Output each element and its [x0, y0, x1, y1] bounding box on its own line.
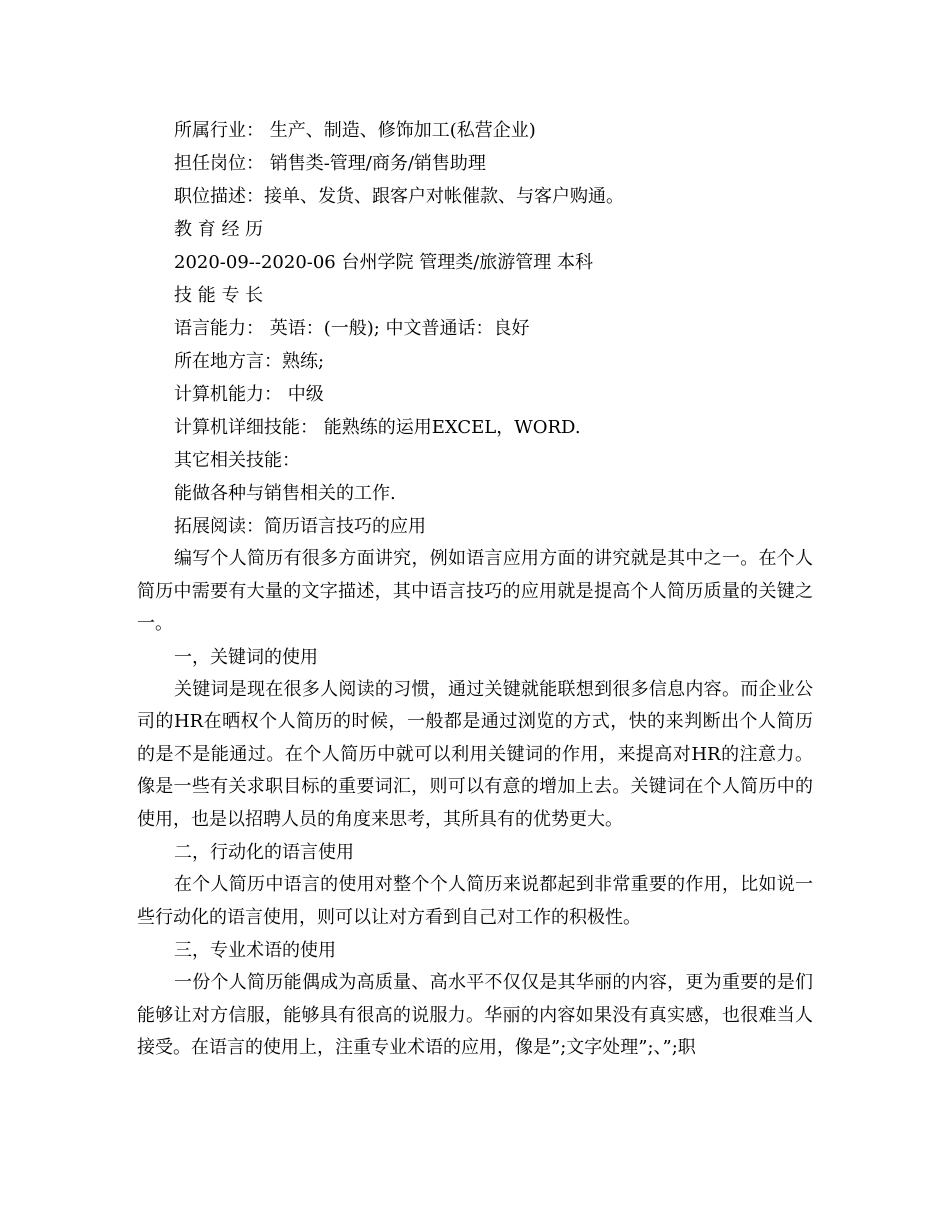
duties-line: 职位描述：接单、发货、跟客户对帐催款、与客户购通。 [174, 186, 624, 207]
section-1-title: 一，关键词的使用 [174, 646, 318, 668]
article-intro-paragraph: 编写个人简历有很多方面讲究，例如语言应用方面的讲究就是其中之一。在个人简历中需要有大量的文字描述，其中语言技巧的应用就是提高个人简历质量的关键之一。 [137, 548, 813, 634]
other-skills-line: 能做各种与销售相关的工作. [174, 483, 396, 504]
section-1-paragraph: 关键词是现在很多人阅读的习惯，通过关键就能联想到很多信息内容。而企业公司的HR在晒权个人简历的时候，一般都是通过浏览的方式，快的来判断出个人简历的是不是能通过。在个人简历中就可以利用关键词的作用，来提高对HR的注意力。像是一些有关求职目标的重要词汇，则可以有意的增加上去。关键词在个人简历中的使用，也是以招聘人员的角度来思考，其所具有的优势更大。 [137, 678, 813, 830]
section-3-title: 三，专业术语的使用 [174, 940, 336, 961]
section-2-title: 二，行动化的语言使用 [174, 842, 354, 863]
education-entry: 2020-09--2020-06 台州学院 管理类/旅游管理 本科 [174, 252, 593, 273]
computer-level-line: 计算机能力： 中级 [174, 384, 324, 405]
position-line: 担任岗位： 销售类-管理/商务/销售助理 [174, 153, 486, 174]
education-heading: 教 育 经 历 [174, 219, 264, 240]
section-2-paragraph: 在个人简历中语言的使用对整个个人简历来说都起到非常重要的作用，比如说一些行动化的语言使用，则可以让对方看到自己对工作的积极性。 [137, 874, 813, 928]
language-line: 语言能力： 英语：(一般); 中文普通话：良好 [174, 318, 530, 339]
section-3-paragraph: 一份个人简历能偶成为高质量、高水平不仅仅是其华丽的内容，更为重要的是们能够让对方信服，能够具有很高的说服力。华丽的内容如果没有真实感，也很难当人接受。在语言的使用上，注重专业术语的应用，像是”;文字处理”;、”;职 [137, 972, 813, 1058]
skills-heading: 技 能 专 长 [174, 285, 264, 306]
document-page [137, 114, 813, 1065]
article-title: 拓展阅读：简历语言技巧的应用 [174, 516, 426, 537]
other-skills-label: 其它相关技能： [174, 450, 300, 471]
industry-line: 所属行业： 生产、制造、修饰加工(私营企业) [174, 120, 536, 141]
dialect-line: 所在地方言：熟练; [174, 351, 325, 372]
computer-detail-line: 计算机详细技能： 能熟练的运用EXCEL，WORD. [174, 417, 581, 438]
